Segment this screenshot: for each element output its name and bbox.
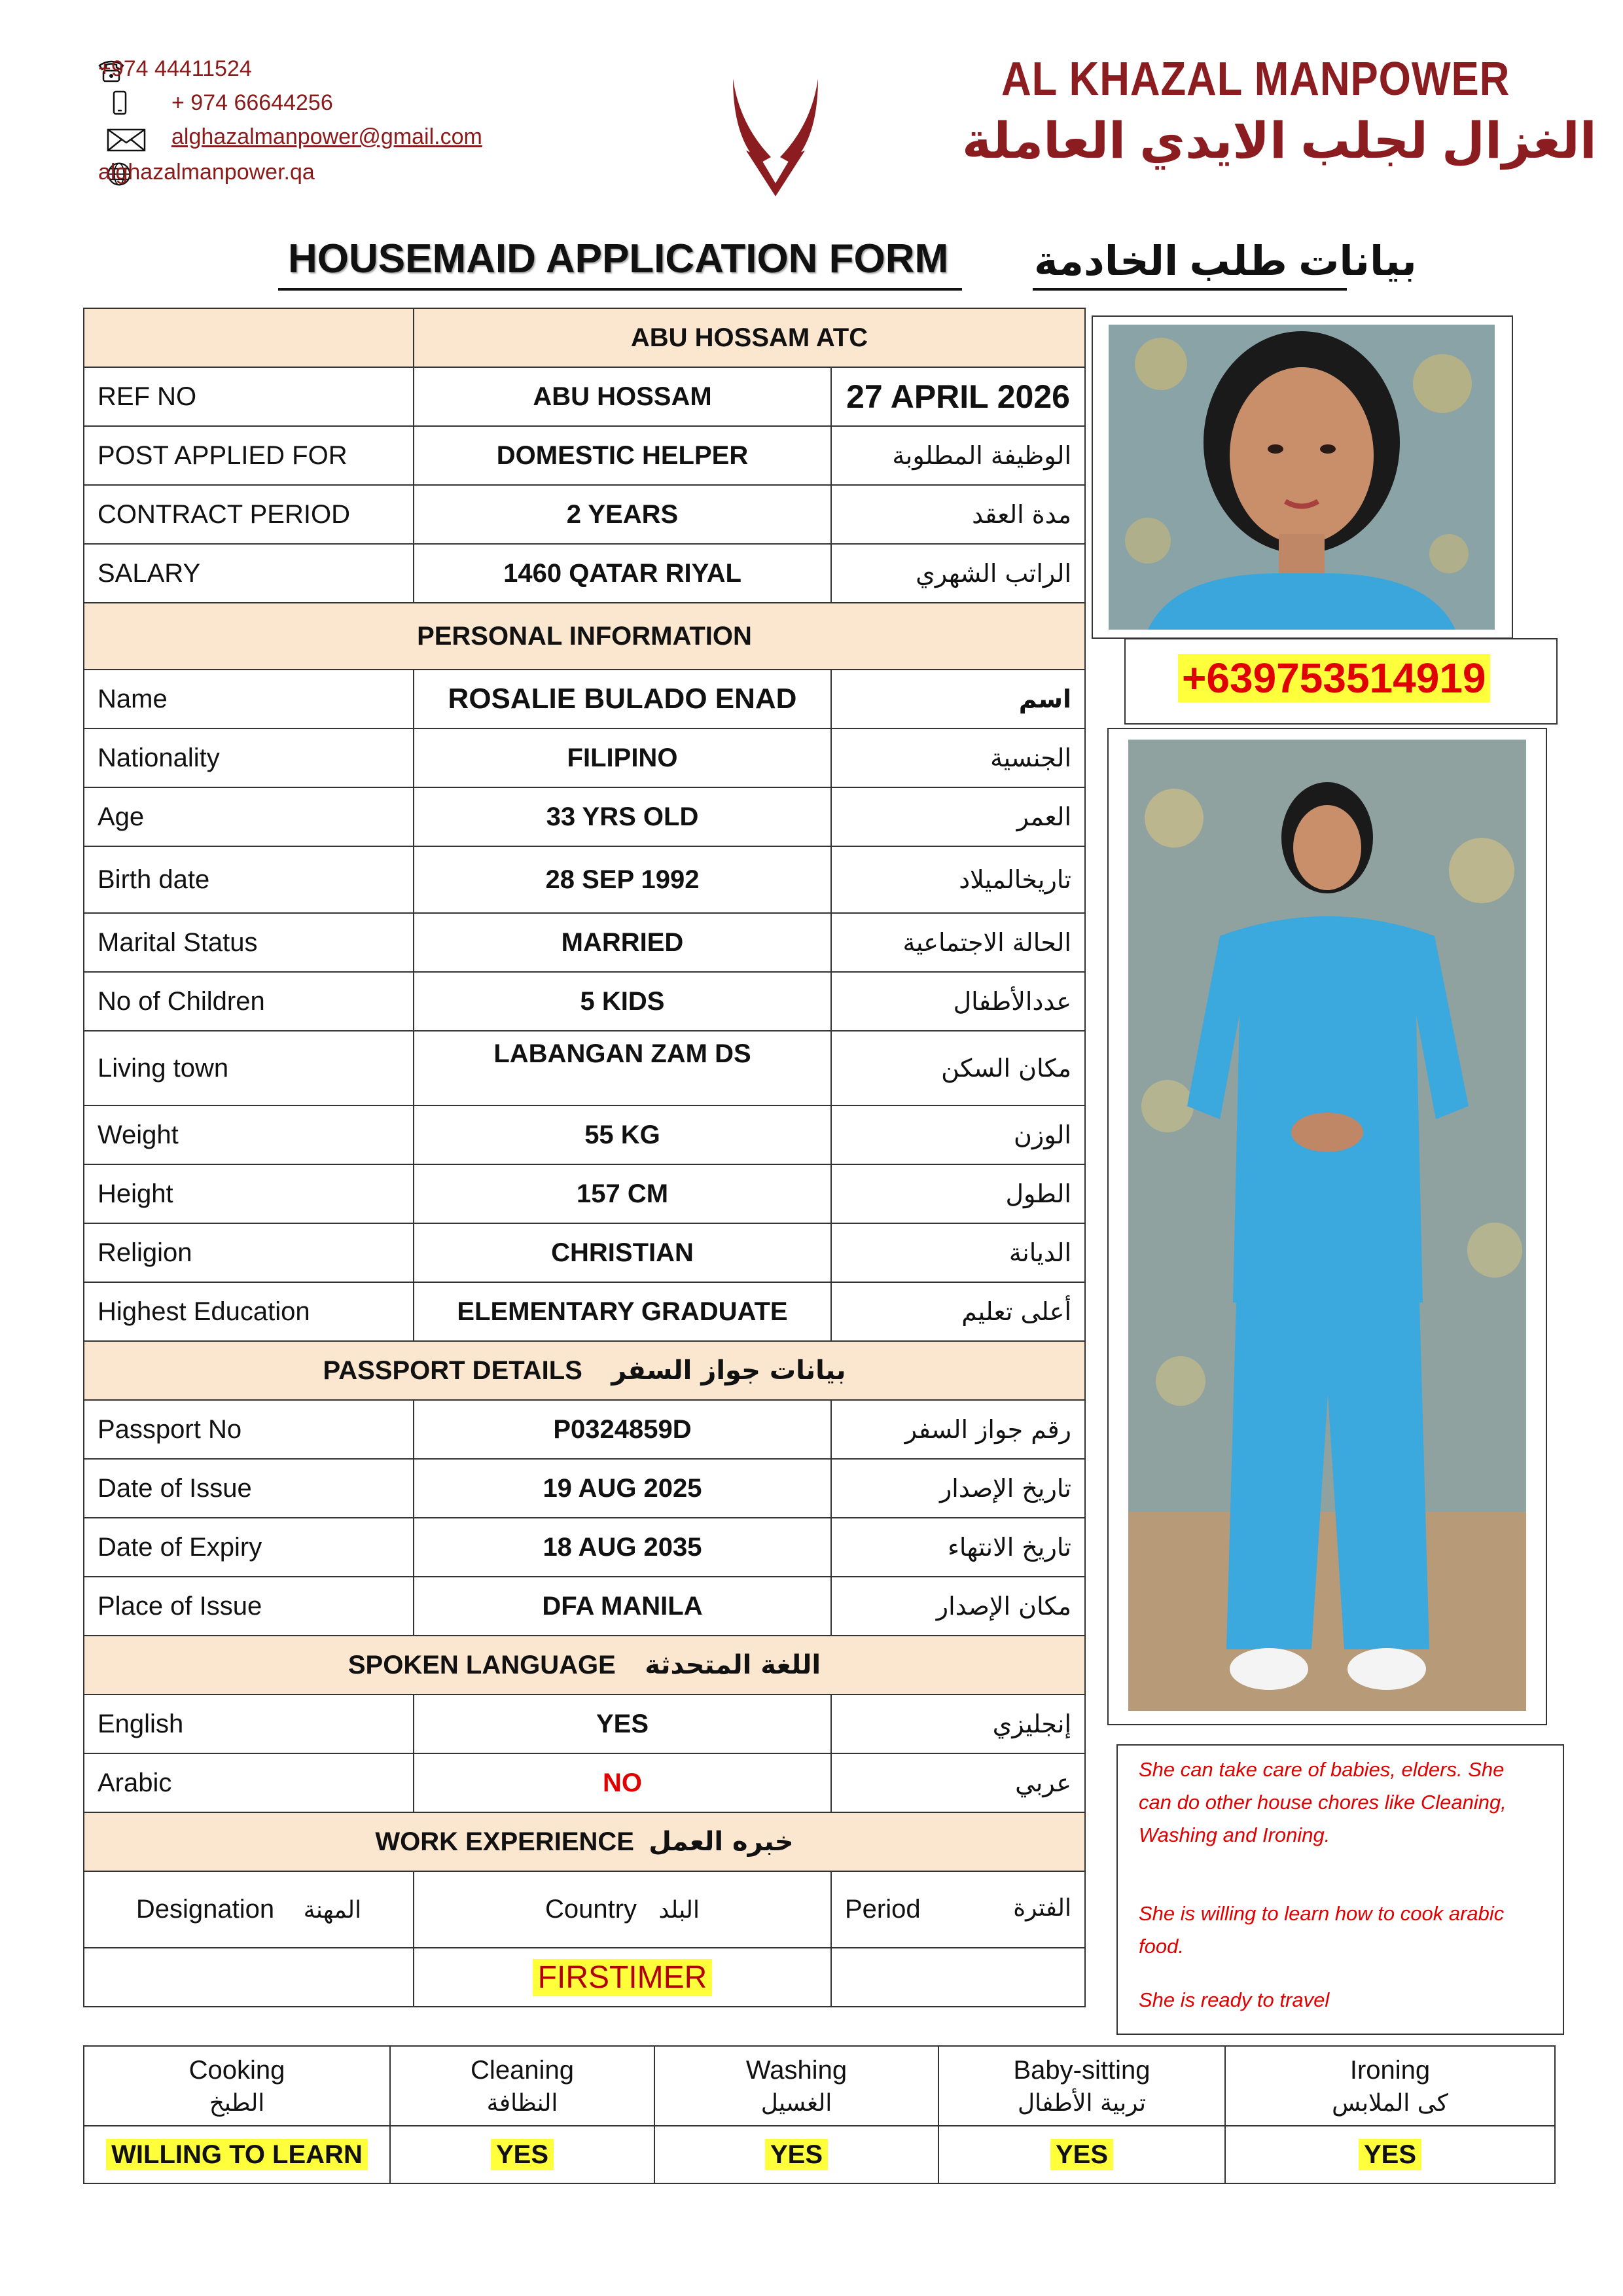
contact-website[interactable]: alghazalmanpower.qa bbox=[98, 160, 315, 185]
field-label: Highest Education bbox=[84, 1282, 414, 1341]
table-row bbox=[84, 1223, 1085, 1282]
table-row bbox=[84, 846, 1085, 913]
work-experience-value: FIRSTIMER bbox=[533, 1959, 713, 1996]
field-value: YES bbox=[414, 1695, 831, 1753]
passport-section-row bbox=[84, 1341, 1085, 1400]
table-row bbox=[84, 1577, 1085, 1636]
brand-name-english: AL KHAZAL MANPOWER bbox=[1001, 53, 1510, 105]
personal-section-row bbox=[84, 603, 1085, 670]
skill-value: WILLING TO LEARN bbox=[106, 2139, 368, 2170]
mobile-phone-icon bbox=[110, 90, 130, 117]
email-icon bbox=[106, 127, 147, 153]
field-label-ar: الطول bbox=[831, 1164, 1085, 1223]
field-label: Date of Issue bbox=[84, 1459, 414, 1518]
field-label-ar: اسم bbox=[831, 670, 1085, 728]
skills-header-row bbox=[84, 2046, 1555, 2126]
language-section-header bbox=[84, 1636, 1085, 1695]
title-underline bbox=[278, 288, 962, 291]
contract-row bbox=[84, 485, 1085, 544]
table-row bbox=[84, 1164, 1085, 1223]
field-label-ar: الحالة الاجتماعية bbox=[831, 913, 1085, 972]
field-label: Nationality bbox=[84, 728, 414, 787]
contract-label-ar: مدة العقد bbox=[831, 485, 1085, 544]
work-section-row bbox=[84, 1812, 1085, 1871]
table-row bbox=[84, 913, 1085, 972]
language-section-title: SPOKEN LANGUAGE bbox=[348, 1651, 616, 1679]
field-label: Weight bbox=[84, 1105, 414, 1164]
passport-section-header bbox=[84, 1341, 1085, 1400]
field-value: 18 AUG 2035 bbox=[414, 1518, 831, 1577]
contact-phone-2: + 974 66644256 bbox=[171, 90, 333, 115]
language-section-title-ar: اللغة المتحدثة bbox=[645, 1650, 821, 1680]
skill-value: YES bbox=[491, 2139, 554, 2170]
full-body-photo bbox=[1128, 740, 1526, 1711]
skill-value: YES bbox=[1050, 2139, 1113, 2170]
salary-label-ar: الراتب الشهري bbox=[831, 544, 1085, 603]
table-row bbox=[84, 1753, 1085, 1812]
brand-name-arabic: الغزال لجلب الايدي العاملة bbox=[962, 113, 1597, 169]
field-value: ROSALIE BULADO ENAD bbox=[414, 670, 831, 728]
field-value: CHRISTIAN bbox=[414, 1223, 831, 1282]
contract-value: 2 YEARS bbox=[414, 485, 831, 544]
portrait-photo-frame bbox=[1092, 315, 1513, 639]
salary-value: 1460 QATAR RIYAL bbox=[414, 544, 831, 603]
contact-email[interactable]: alghazalmanpower@gmail.com bbox=[171, 124, 482, 149]
note-travel: She is ready to travel bbox=[1139, 1988, 1330, 2011]
gazelle-logo-icon bbox=[720, 72, 831, 203]
field-value: 55 KG bbox=[414, 1105, 831, 1164]
designation-header bbox=[84, 1871, 414, 1948]
table-row bbox=[84, 1282, 1085, 1341]
field-label-ar: تاريخالميلاد bbox=[831, 846, 1085, 913]
table-row bbox=[84, 1400, 1085, 1459]
salary-row bbox=[84, 544, 1085, 603]
skill-name: Washing bbox=[745, 2055, 847, 2085]
work-header-row bbox=[84, 1871, 1085, 1948]
skill-value: YES bbox=[1359, 2139, 1421, 2170]
field-value: ELEMENTARY GRADUATE bbox=[414, 1282, 831, 1341]
table-row bbox=[84, 1031, 1085, 1105]
field-label-ar: عربي bbox=[831, 1753, 1085, 1812]
skills-table bbox=[83, 2045, 1556, 2184]
table-row bbox=[84, 1518, 1085, 1577]
field-value: NO bbox=[414, 1753, 831, 1812]
salary-label: SALARY bbox=[84, 544, 414, 603]
skill-value: YES bbox=[765, 2139, 828, 2170]
field-value: 157 CM bbox=[414, 1164, 831, 1223]
skill-name-ar: الطبخ bbox=[209, 2089, 265, 2117]
field-value: LABANGAN ZAM DS bbox=[414, 1031, 831, 1105]
phone-highlight-box bbox=[1124, 638, 1558, 725]
note-skills: She can take care of babies, elders. She can do other house chores like Cleaning, Washing and Ironing. bbox=[1139, 1758, 1507, 1847]
skill-name-ar: النظافة bbox=[486, 2089, 558, 2117]
skill-name: Baby-sitting bbox=[1013, 2055, 1150, 2085]
ref-label: REF NO bbox=[84, 367, 414, 426]
field-label-ar: تاريخ الانتهاء bbox=[831, 1518, 1085, 1577]
field-label-ar: أعلى تعليم bbox=[831, 1282, 1085, 1341]
work-section-title: WORK EXPERIENCE bbox=[375, 1827, 634, 1856]
field-value: 33 YRS OLD bbox=[414, 787, 831, 846]
contact-phone-1: +974 44411524 bbox=[98, 56, 252, 81]
form-title-english: HOUSEMAID APPLICATION FORM bbox=[288, 236, 949, 281]
post-label: POST APPLIED FOR bbox=[84, 426, 414, 485]
contract-label: CONTRACT PERIOD bbox=[84, 485, 414, 544]
field-label-ar: العمر bbox=[831, 787, 1085, 846]
skill-header bbox=[1225, 2046, 1555, 2126]
field-label: Height bbox=[84, 1164, 414, 1223]
field-label-ar: مكان الإصدار bbox=[831, 1577, 1085, 1636]
period-header bbox=[831, 1871, 1085, 1948]
work-value-row bbox=[84, 1948, 1085, 2007]
full-body-photo-frame bbox=[1107, 728, 1547, 1725]
field-value: MARRIED bbox=[414, 913, 831, 972]
table-row bbox=[84, 1695, 1085, 1753]
ref-row bbox=[84, 367, 1085, 426]
table-row bbox=[84, 787, 1085, 846]
designation-label: Designation bbox=[135, 1895, 275, 1924]
table-row bbox=[84, 972, 1085, 1031]
period-label-ar: الفترة bbox=[1013, 1895, 1071, 1922]
field-value: 5 KIDS bbox=[414, 972, 831, 1031]
contact-number[interactable]: +639753514919 bbox=[1178, 654, 1490, 702]
note-cooking: She is willing to learn how to cook arabic food. bbox=[1139, 1902, 1505, 1958]
skill-name-ar: الغسيل bbox=[760, 2089, 832, 2117]
passport-section-title-ar: بيانات جواز السفر bbox=[611, 1355, 846, 1386]
field-label-ar: رقم جواز السفر bbox=[831, 1400, 1085, 1459]
field-label: Living town bbox=[84, 1031, 414, 1105]
table-row bbox=[84, 1459, 1085, 1518]
country-label: Country bbox=[544, 1895, 637, 1924]
field-label-ar: مكان السكن bbox=[831, 1031, 1085, 1105]
field-value: DFA MANILA bbox=[414, 1577, 831, 1636]
post-value: DOMESTIC HELPER bbox=[414, 426, 831, 485]
field-label: English bbox=[84, 1695, 414, 1753]
table-row bbox=[84, 1105, 1085, 1164]
table-row bbox=[84, 728, 1085, 787]
country-label-ar: البلد bbox=[658, 1897, 700, 1924]
field-value: P0324859D bbox=[414, 1400, 831, 1459]
form-date: 27 APRIL 2026 bbox=[831, 367, 1085, 426]
field-label: No of Children bbox=[84, 972, 414, 1031]
field-label: Marital Status bbox=[84, 913, 414, 972]
application-table bbox=[83, 308, 1086, 2007]
portrait-photo bbox=[1109, 325, 1495, 630]
skill-name-ar: تربية الأطفال bbox=[1017, 2089, 1147, 2117]
skill-header bbox=[84, 2046, 390, 2126]
form-title-arabic: بيانات طلب الخادمة bbox=[1034, 239, 1417, 284]
passport-section-title: PASSPORT DETAILS bbox=[323, 1356, 582, 1385]
language-section-row bbox=[84, 1636, 1085, 1695]
skill-header bbox=[654, 2046, 938, 2126]
table-row bbox=[84, 670, 1085, 728]
agency-header: ABU HOSSAM ATC bbox=[414, 308, 1085, 367]
field-label: Birth date bbox=[84, 846, 414, 913]
skill-header bbox=[938, 2046, 1225, 2126]
field-label: Place of Issue bbox=[84, 1577, 414, 1636]
designation-label-ar: المهنة bbox=[303, 1897, 362, 1924]
field-label: Name bbox=[84, 670, 414, 728]
field-label-ar: الديانة bbox=[831, 1223, 1085, 1282]
applicant-notes-box bbox=[1116, 1744, 1564, 2035]
skill-name-ar: کی الملابس bbox=[1332, 2089, 1448, 2117]
work-section-header bbox=[84, 1812, 1085, 1871]
field-label-ar: الوزن bbox=[831, 1105, 1085, 1164]
skills-value-row bbox=[84, 2126, 1555, 2183]
field-value: 28 SEP 1992 bbox=[414, 846, 831, 913]
post-label-ar: الوظيفة المطلوبة bbox=[831, 426, 1085, 485]
ref-value: ABU HOSSAM bbox=[414, 367, 831, 426]
work-section-title-ar: خبره العمل bbox=[649, 1827, 794, 1857]
agency-row bbox=[84, 308, 1085, 367]
field-value: FILIPINO bbox=[414, 728, 831, 787]
field-label: Arabic bbox=[84, 1753, 414, 1812]
post-row bbox=[84, 426, 1085, 485]
period-label: Period bbox=[845, 1895, 921, 1924]
field-label: Date of Expiry bbox=[84, 1518, 414, 1577]
skill-name: Ironing bbox=[1349, 2055, 1431, 2085]
personal-section-header: PERSONAL INFORMATION bbox=[84, 603, 1085, 670]
field-label-ar: الجنسية bbox=[831, 728, 1085, 787]
skill-name: Cooking bbox=[188, 2055, 285, 2085]
field-value: 19 AUG 2025 bbox=[414, 1459, 831, 1518]
title-arabic-underline bbox=[1033, 288, 1347, 291]
field-label-ar: إنجليزي bbox=[831, 1695, 1085, 1753]
field-label: Age bbox=[84, 787, 414, 846]
field-label: Passport No bbox=[84, 1400, 414, 1459]
field-label-ar: تاريخ الإصدار bbox=[831, 1459, 1085, 1518]
skill-name: Cleaning bbox=[471, 2055, 574, 2085]
skill-header bbox=[390, 2046, 654, 2126]
field-label-ar: عددالأطفال bbox=[831, 972, 1085, 1031]
field-label: Religion bbox=[84, 1223, 414, 1282]
country-header bbox=[414, 1871, 831, 1948]
